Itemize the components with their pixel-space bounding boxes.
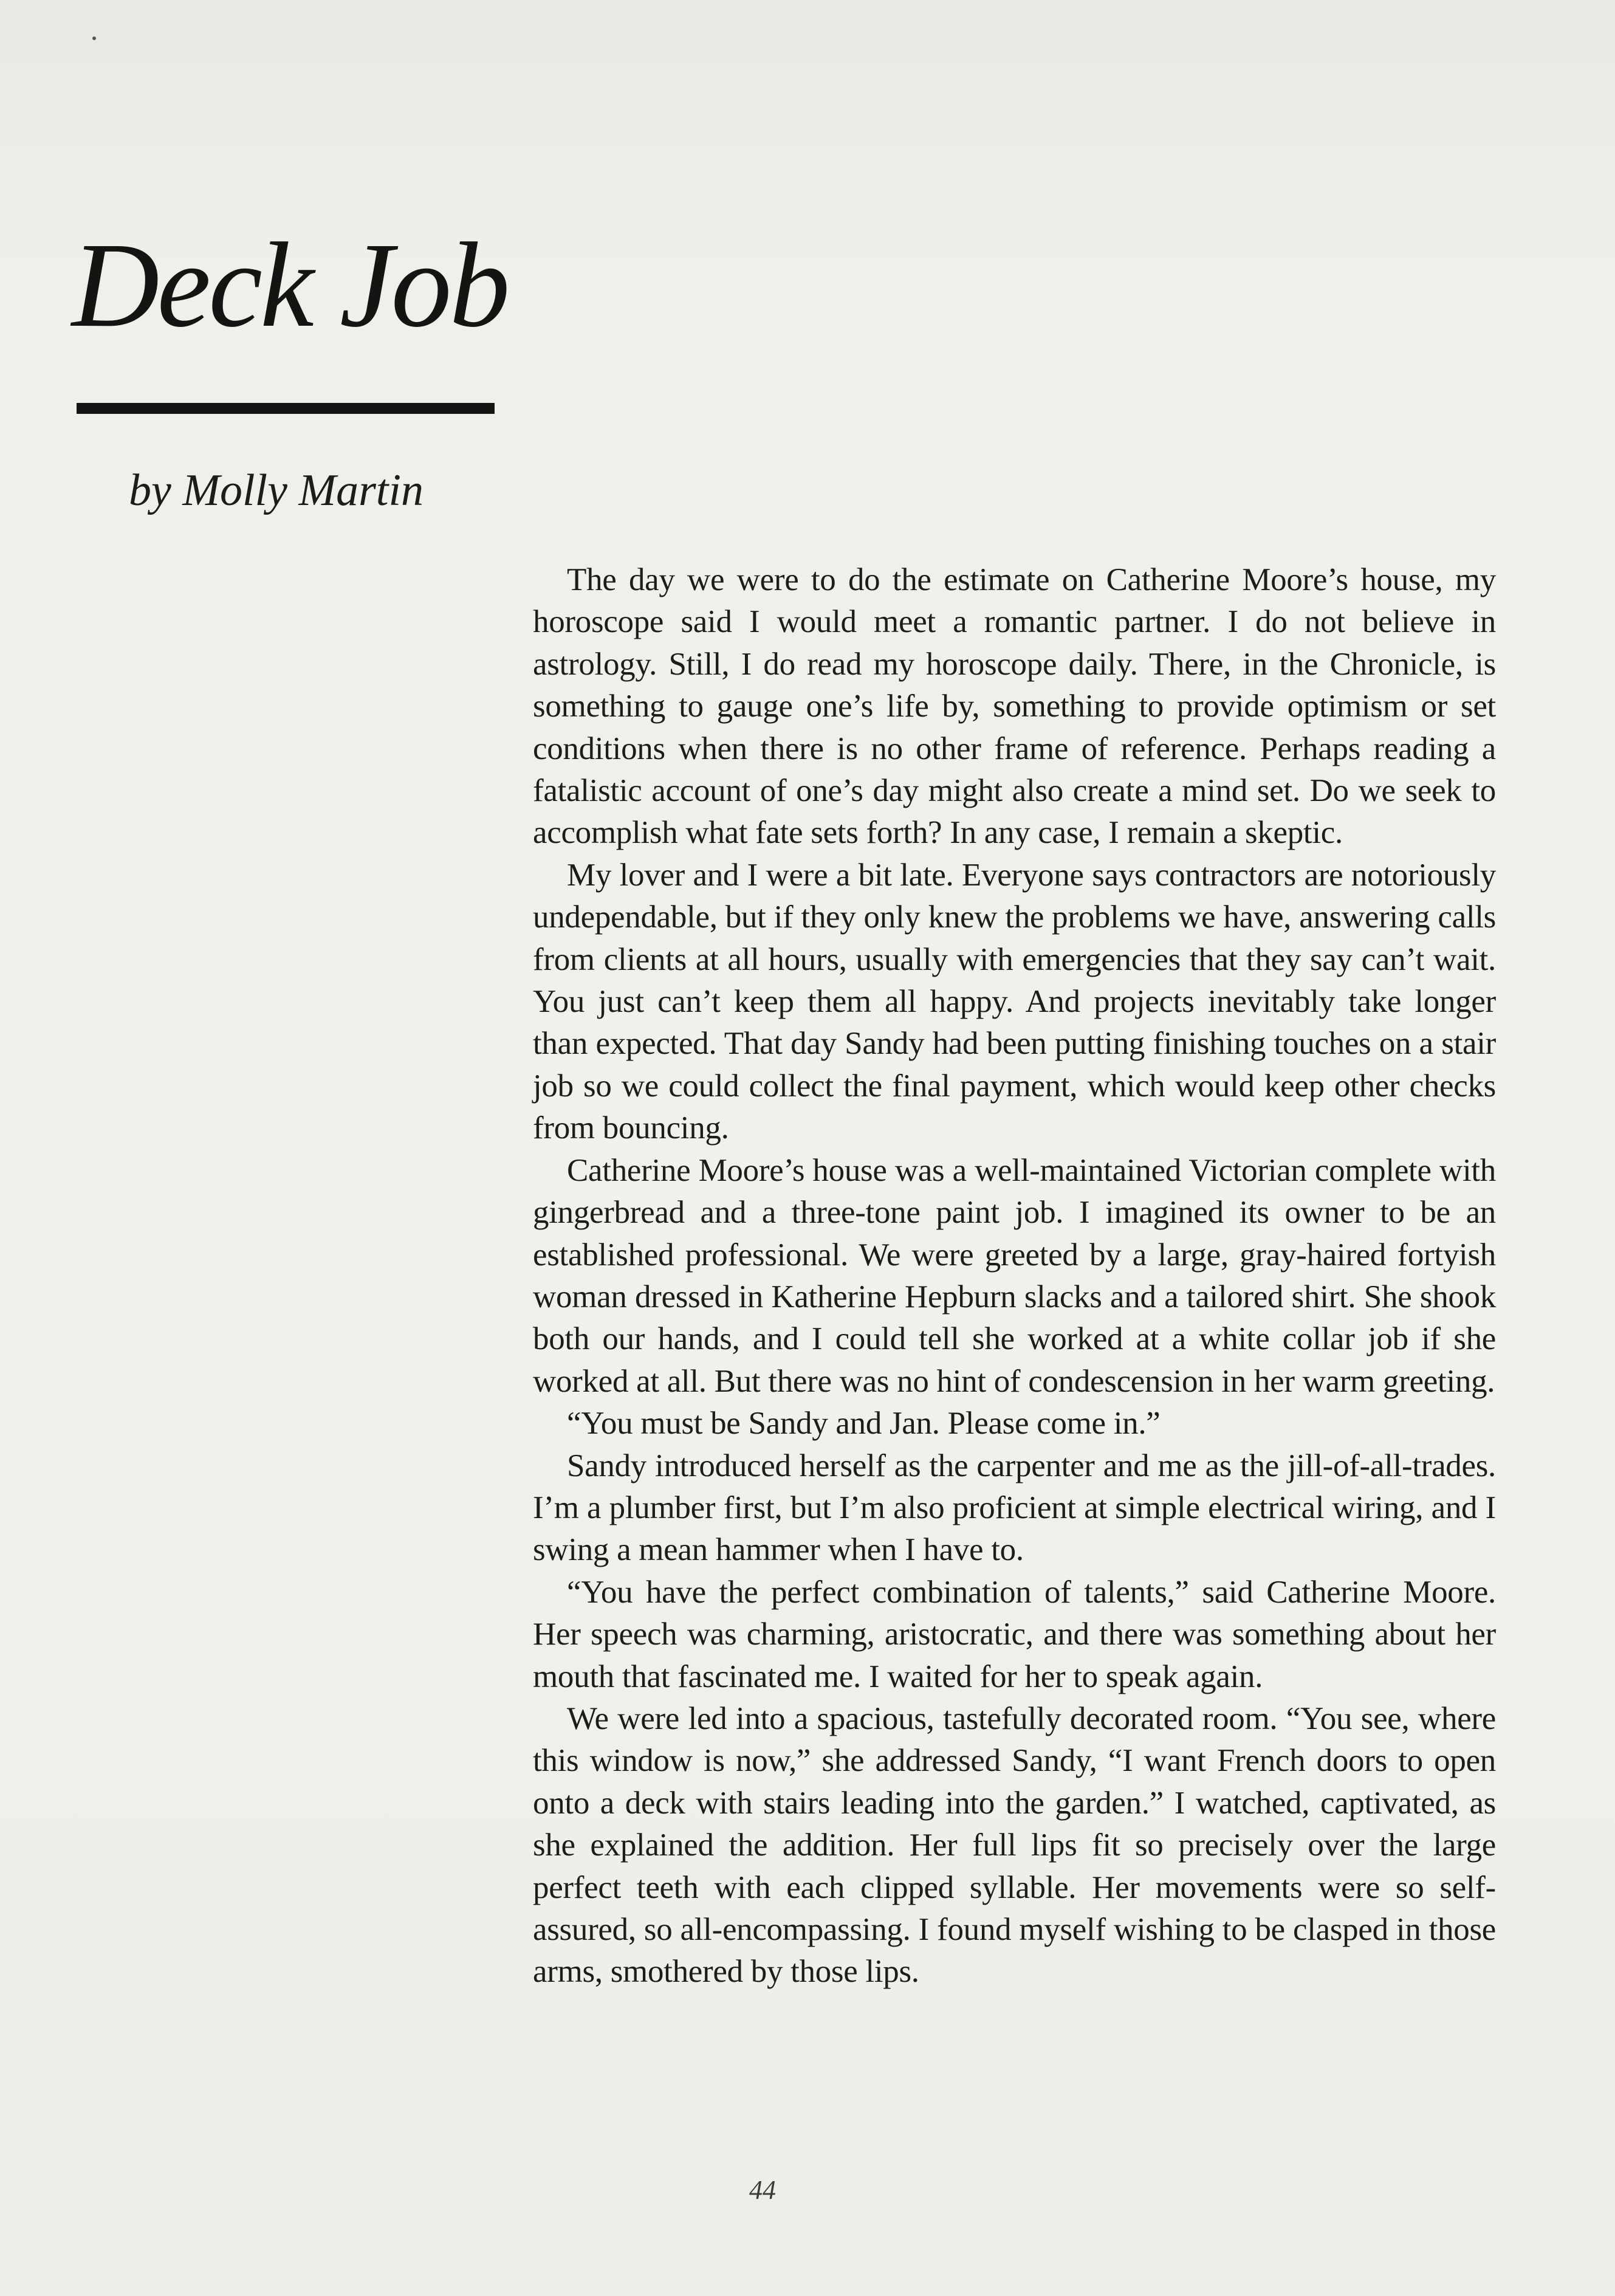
paragraph: Sandy introduced herself as the carpenter and me as the jill-of-all-trades. I’m a plumber first, but I’m also proficient at simple electrical wiring, and I swing a mean hammer when I have to. bbox=[533, 1448, 1496, 1568]
title-rule bbox=[77, 403, 495, 414]
paragraph: My lover and I were a bit late. Everyone says contractors are notoriously undependable, but if they only knew the problems we have, answering calls from clients at all hours, usually with emergencies that they say can’t wait. You just can’t keep them all happy. And projects inevitably take longer than expected. That day Sandy had been putting finishing touches on a stair job so we could collect the final payment, which would keep other checks from bouncing. bbox=[533, 857, 1496, 1146]
paragraph: The day we were to do the estimate on Catherine Moore’s house, my horoscope said I would meet a romantic partner. I do not believe in astrology. Still, I do read my horoscope daily. There, in the Chronicle, is something to gauge one’s life by, something to provide optimism or set conditions when there is no other frame of reference. Perhaps reading a fatalistic account of one’s day might also create a mind set. Do we seek to accomplish what fate sets forth? In any case, I remain a skeptic. bbox=[533, 562, 1496, 851]
article-title: Deck Job bbox=[72, 218, 508, 352]
paragraph: “You must be Sandy and Jan. Please come in.” bbox=[567, 1406, 1161, 1442]
paragraph: We were led into a spacious, tastefully decorated room. “You see, where this window is now,” she addressed Sandy, “I want French doors to open onto a deck with stairs leading into the garden.” I watched, captivated, as she explained the addition. Her full lips fit so precisely over the large perfect teeth with each clipped syllable. Her movements were so self-assured, so all-encompassing. I found myself wishing to be clasped in those arms, smothered by those lips. bbox=[533, 1700, 1496, 1990]
byline: by Molly Martin bbox=[129, 466, 424, 515]
paragraph: “You have the perfect combination of talents,” said Catherine Moore. Her speech was charming, aristocratic, and there was something about her mouth that fascinated me. I waited for her to speak again. bbox=[533, 1574, 1496, 1694]
print-speck bbox=[92, 36, 96, 40]
paragraph: Catherine Moore’s house was a well-maintained Victorian complete with gingerbread and a three-tone paint job. I imagined its owner to be an established professional. We were greeted by a large, gray-haired fortyish woman dressed in Katherine Hepburn slacks and a tailored shirt. She shook both our hands, and I could tell she worked at a white collar job if she worked at all. But there was no hint of condescension in her warm greeting. bbox=[533, 1152, 1496, 1399]
article-body bbox=[533, 559, 1496, 1993]
page-number: 44 bbox=[749, 2175, 776, 2205]
